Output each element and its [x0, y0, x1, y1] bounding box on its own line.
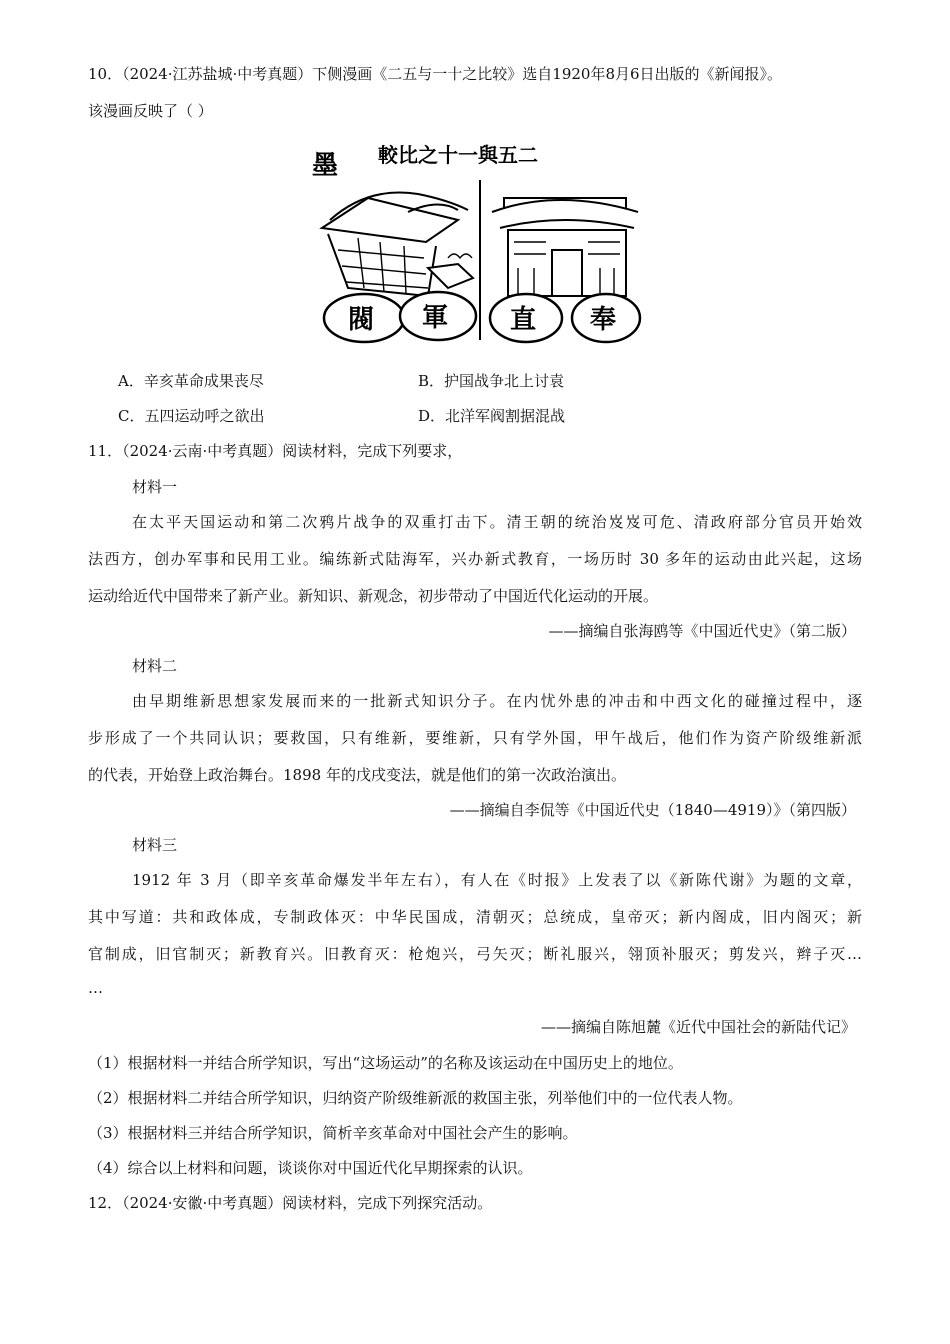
material-3-line: 其中写道：共和政体成，专制政体灭：中华民国成，清朝灭；总统成，皇帝灭；新内阁成，旧内阁灭；新: [88, 908, 862, 926]
collapsing-building-drawing: [322, 192, 473, 296]
q12-stem: 12．（2024·安徽·中考真题）阅读材料，完成下列探究活动。: [88, 1194, 493, 1212]
q10-stem-line2: 该漫画反映了（ ）: [88, 102, 213, 120]
cartoon-right-char-2: 奉: [590, 305, 617, 335]
q11-subquestion-3: （3）根据材料三并结合所学知识，简析辛亥革命对中国社会产生的影响。: [88, 1124, 578, 1142]
material-1-line: 在太平天国运动和第二次鸦片战争的双重打击下。清王朝的统治岌岌可危、清政府部分官员开始效: [132, 513, 862, 531]
material-2-line: 步形成了一个共同认识；要救国，只有维新，要维新，只有学外国，甲午战后，他们作为资产阶级维新派: [88, 729, 862, 747]
material-2-label: 材料二: [132, 657, 178, 675]
q11-stem: 11．（2024·云南·中考真题）阅读材料，完成下列要求，: [88, 442, 463, 460]
q11-subquestion-1: （1）根据材料一并结合所学知识，写出“这场运动”的名称及该运动在中国历史上的地位。: [88, 1054, 683, 1072]
q10-option-c[interactable]: C．五四运动呼之欲出: [118, 407, 265, 425]
standing-building-drawing: [492, 198, 638, 296]
material-1-label: 材料一: [132, 478, 178, 496]
q10-option-b[interactable]: B．护国战争北上讨袁: [418, 372, 565, 390]
material-3-source: ——摘编自陈旭麓《近代中国社会的新陆代记》: [540, 1018, 856, 1036]
cartoon-left-char-1: 閥: [348, 305, 375, 335]
cartoon-title: 較比之十一與五二: [378, 143, 538, 167]
material-1-source: ——摘编自张海鸥等《中国近代史》（第二版）: [548, 622, 856, 640]
material-3-line: …: [88, 979, 103, 997]
material-3-line: 官制成，旧官制灭；新教育兴。旧教育灭：枪炮兴，弓矢灭；断礼服兴，翎顶补服灭；剪发兴，辫子灭…: [88, 945, 862, 963]
q11-subquestion-4: （4）综合以上材料和问题，谈谈你对中国近代化早期探索的认识。: [88, 1159, 533, 1177]
material-1-line: 运动给近代中国带来了新产业。新知识、新观念，初步带动了中国近代化运动的开展。: [88, 587, 659, 605]
cartoon-right-char-1: 直: [510, 305, 537, 335]
material-1-line: 法西方，创办军事和民用工业。编练新式陆海军，兴办新式教育，一场历时 30 多年的运动由此兴起，这场: [88, 550, 862, 568]
q10-option-d[interactable]: D．北洋军阀割据混战: [418, 407, 566, 425]
material-3-label: 材料三: [132, 836, 178, 854]
cartoon-left-char-2: 軍: [422, 303, 449, 333]
material-3-line: 1912 年 3 月（即辛亥革命爆发半年左右），有人在《时报》上发表了以《新陈代谢》为题的文章，: [132, 871, 862, 889]
q10-stem-line1: 10．（2024·江苏盐城·中考真题）下侧漫画《二五与一十之比较》选自1920年8月6日出版的《新闻报》。: [88, 65, 783, 83]
material-2-line: 的代表，开始登上政治舞台。1898 年的戊戌变法，就是他们的第一次政治演出。: [88, 766, 626, 784]
material-2-source: ——摘编自李侃等《中国近代史（1840—4919）》（第四版）: [449, 801, 856, 819]
q11-subquestion-2: （2）根据材料二并结合所学知识，归纳资产阶级维新派的救国主张，列举他们中的一位代表人物。: [88, 1089, 743, 1107]
q10-option-a[interactable]: A．辛亥革命成果丧尽: [118, 372, 264, 390]
material-2-line: 由早期维新思想家发展而来的一批新式知识分子。在内忧外患的冲击和中西文化的碰撞过程中，逐: [132, 692, 862, 710]
cartoon-stamp: 墨: [312, 151, 339, 181]
cartoon-figure: [308, 138, 644, 346]
